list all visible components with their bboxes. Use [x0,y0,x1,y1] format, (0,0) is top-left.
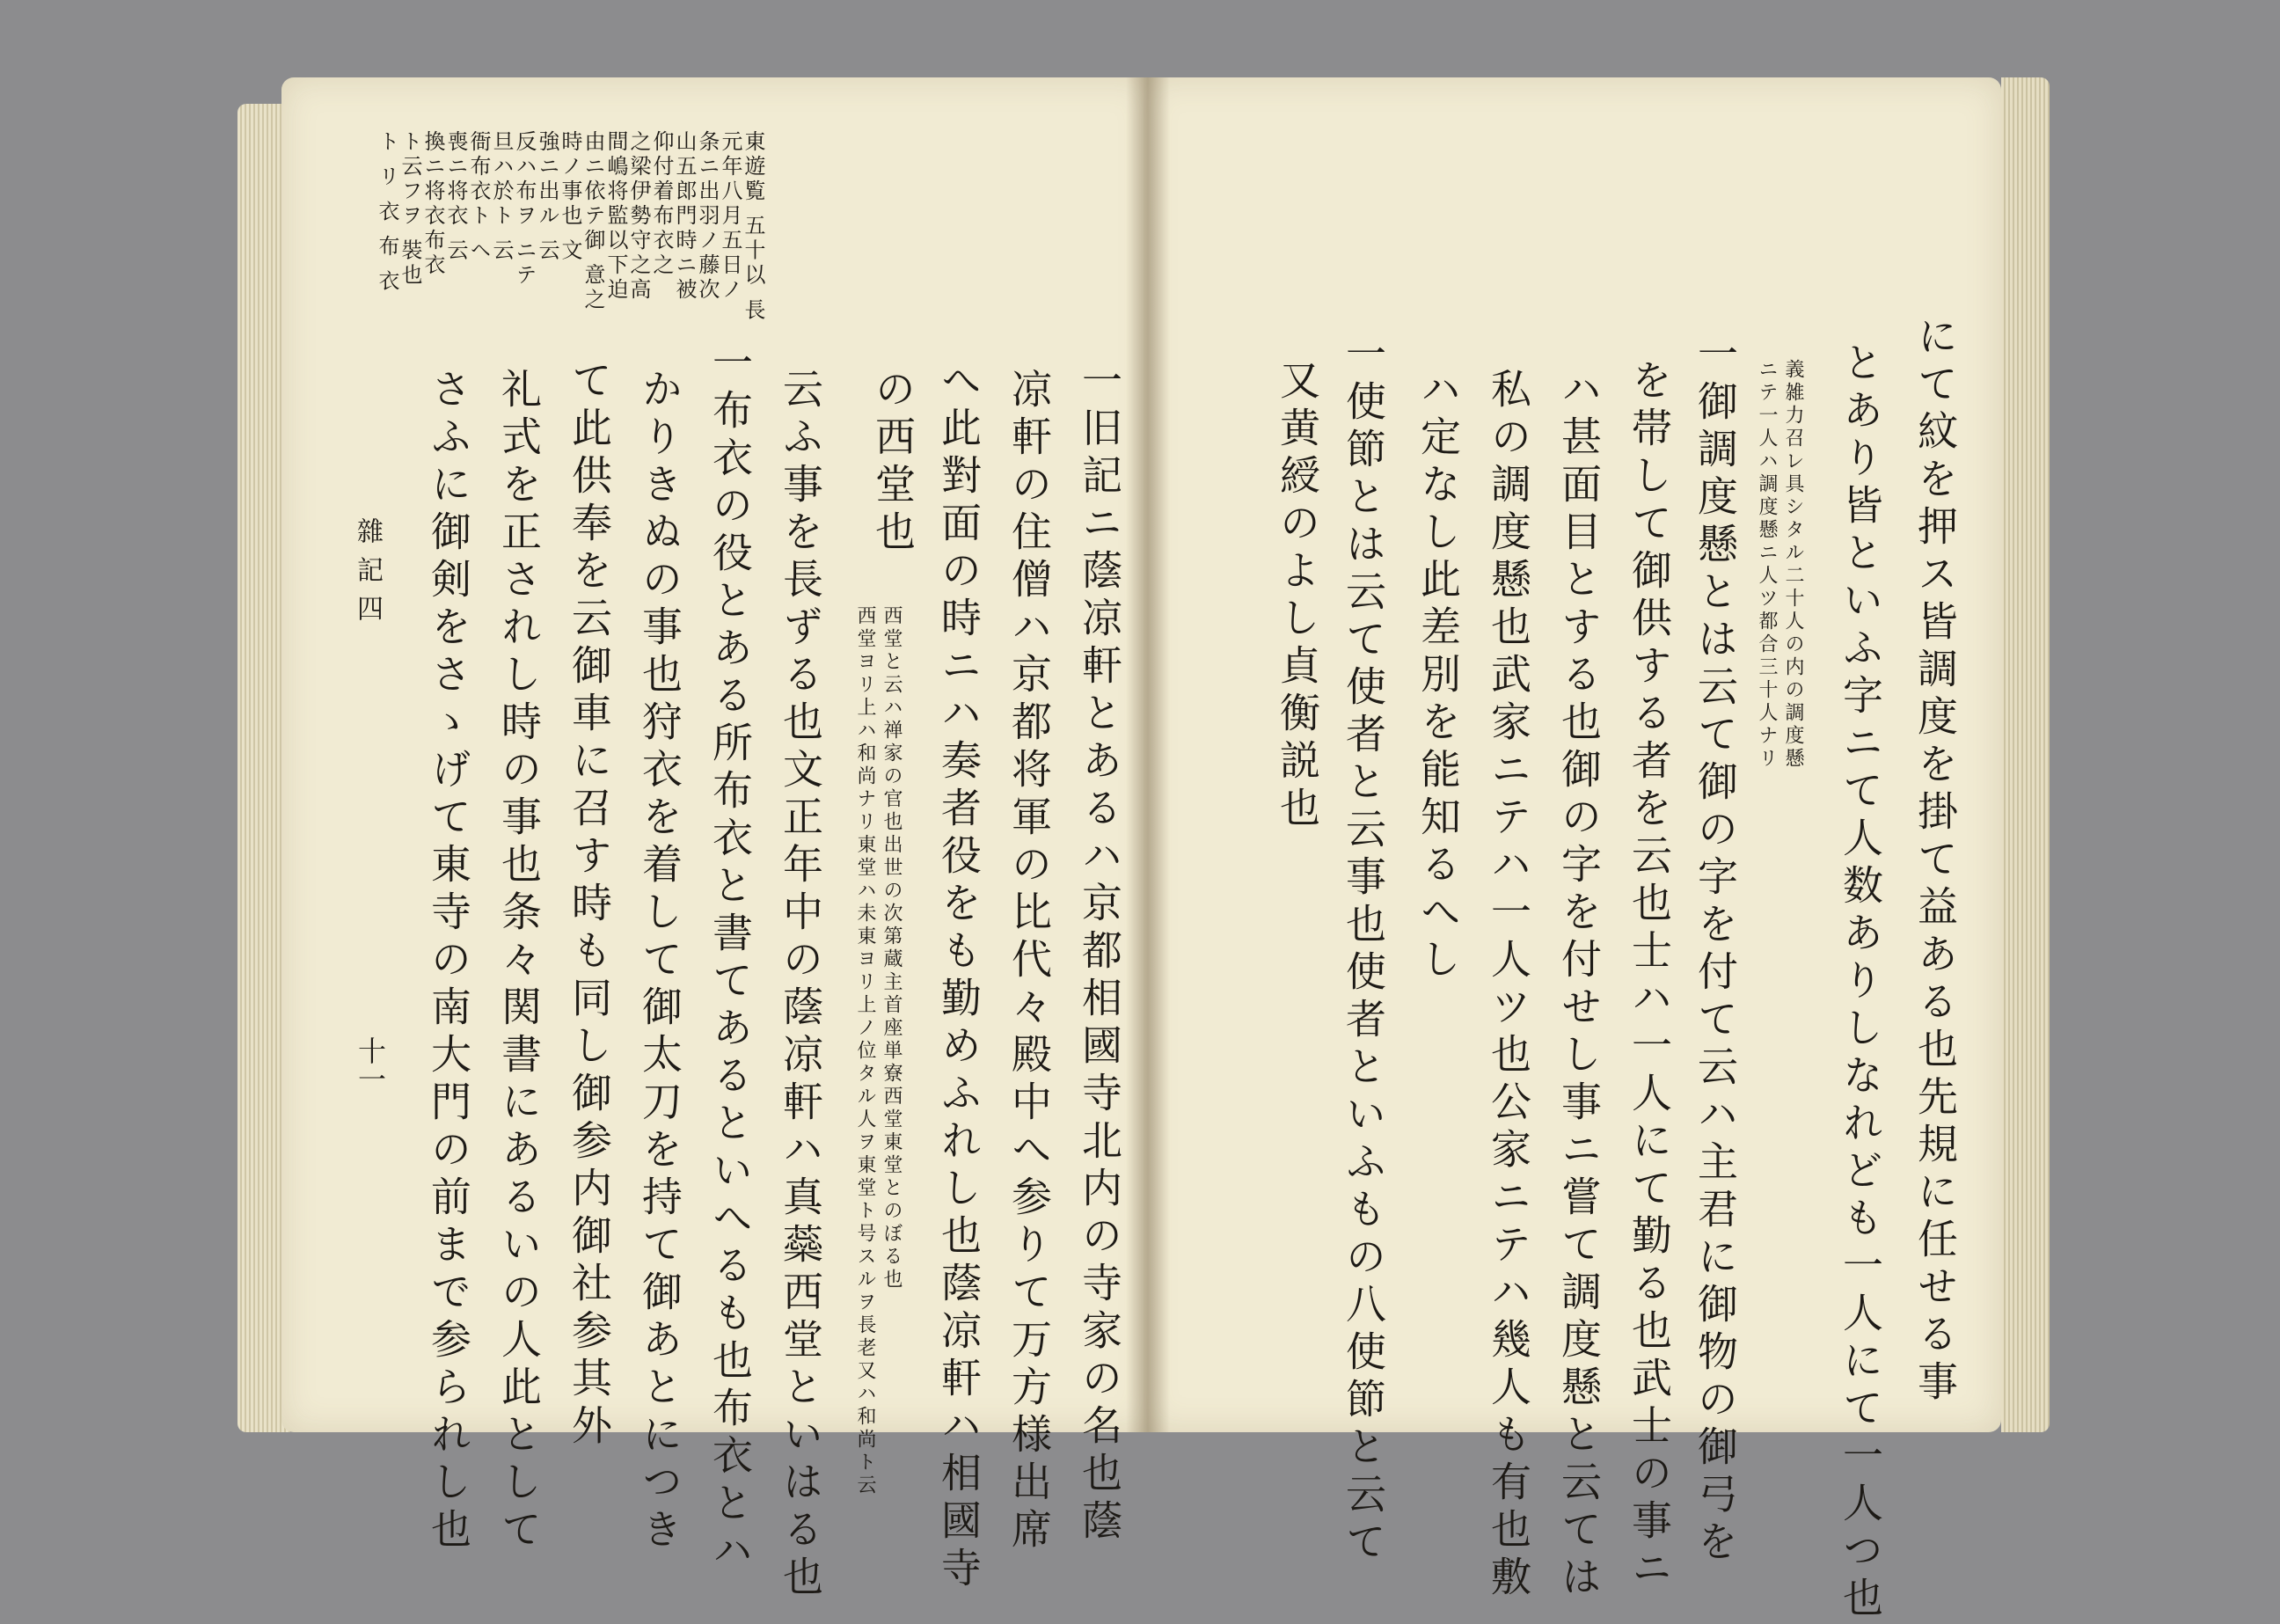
header-note: 衙布衣ト ヘ [466,130,491,264]
text-column: さふに御剣をさゝげて東寺の南大門の前まで参られし也 [425,368,472,1555]
text-column: 云ふ事を長ずる也文正年中の蔭凉軒ハ真蘂西堂といはる也 [777,368,824,1603]
text-column: 一旧記ニ蔭凉軒とあるハ京都相國寺北内の寺家の名也蔭 [1076,359,1123,1547]
header-note: 旦ハ於ト 云 [489,130,514,264]
annotation-column: ニテ一人ハ調度懸ニ人ツ都合三十人ナリ [1756,359,1778,771]
open-book [238,69,2050,1624]
text-column: 私の調度懸也武家ニテハ一人ツ也公家ニテハ幾人も有也敷 [1485,368,1532,1603]
header-note: 時ノ事也 文 [558,130,582,264]
header-note: 東遊覧 五十以 長 [741,130,765,324]
text-column: 凉軒の住僧ハ京都将軍の比代々殿中へ参りて万方様出席 [1005,368,1053,1555]
text-column: て此供奉を云御車に召す時も同し御参内御社参其外 [566,359,613,1452]
header-note: 反ハ布ヲ ニテ [512,130,537,289]
header-note: 仰付着布衣之 [649,130,674,278]
header-note: 条ニ出羽ノ藤次 [695,130,720,303]
text-column: とあり皆といふ字ニて人数ありしなれども一人にて一人つ也 [1837,341,1884,1624]
annotation-column: 義雑力召レ具シタル二十人の内の調度懸 [1782,359,1804,771]
page-label: 雜記四 [352,517,383,633]
left-page [281,77,1152,1603]
page-number: 十一 [354,1036,387,1093]
header-note: 元年八月五日ノ [718,130,742,303]
text-column: 又黄綬のよし貞衡説也 [1274,359,1321,834]
header-note: 喪ニ将衣 云 [443,130,468,264]
text-column: へ此對面の時ニハ奏者役をも勤めふれし也蔭凉軒ハ相國寺 [935,359,983,1594]
text-column: 礼式を正されし時の事也条々関書にあるいの人此として [495,368,543,1555]
header-note: 間嶋将監以下迫 [603,130,628,303]
text-column: 一御調度懸とは云て御の字を付て云ハ主君に御物の御弓を [1692,333,1739,1568]
text-column: の西堂也 [869,368,917,558]
text-column: ハ定なし此差別を能知るへし [1414,368,1462,985]
text-column: かりきぬの事也狩衣を着して御太刀を持て御あとにつき [636,368,683,1555]
header-note: 強ニ出ル 云 [535,130,559,264]
header-notes [375,130,765,324]
header-note: ト リ 衣 布 衣 [375,130,399,295]
text-column: 一使節とは云て使者と云事也使者といふもの八使節と云て [1340,333,1387,1568]
text-column: 一布衣の役とある所布衣と書てあるといへるも也布衣とハ [706,341,754,1576]
book-gutter [1126,77,1170,1432]
right-page [1144,77,2001,1624]
text-column: を帯して御供する者を云也士ハ一人にて勤る也武士の事ニ [1626,359,1673,1594]
header-note: 由ニ依テ御 意之 [581,130,605,313]
header-note: 之梁伊勢守之高 [626,130,651,303]
text-column: にて紋を押ス皆調度を掛て益ある也先規に任せる事 [1911,315,1959,1408]
annotation-column: 西堂と云ハ禅家の官也出世の次第蔵主首座単寮西堂東堂とのぼる也 [881,605,902,1291]
text-column: ハ甚面目とする也御の字を付せし事ニ嘗て調度懸と云ては [1555,368,1603,1603]
header-note: 換ニ将衣布衣 [420,130,445,278]
annotation-column: 西堂ヨリ上ハ和尚ナリ東堂ハ未東ヨリ上ノ位タル人ヲ東堂ト号スルヲ長老又ハ和尚ト云 [854,605,876,1497]
header-note: ト云フヲ 裝也 [398,130,422,289]
header-note: 山五郎門時ニ被 [672,130,697,303]
page-stack-right [2001,77,2050,1432]
